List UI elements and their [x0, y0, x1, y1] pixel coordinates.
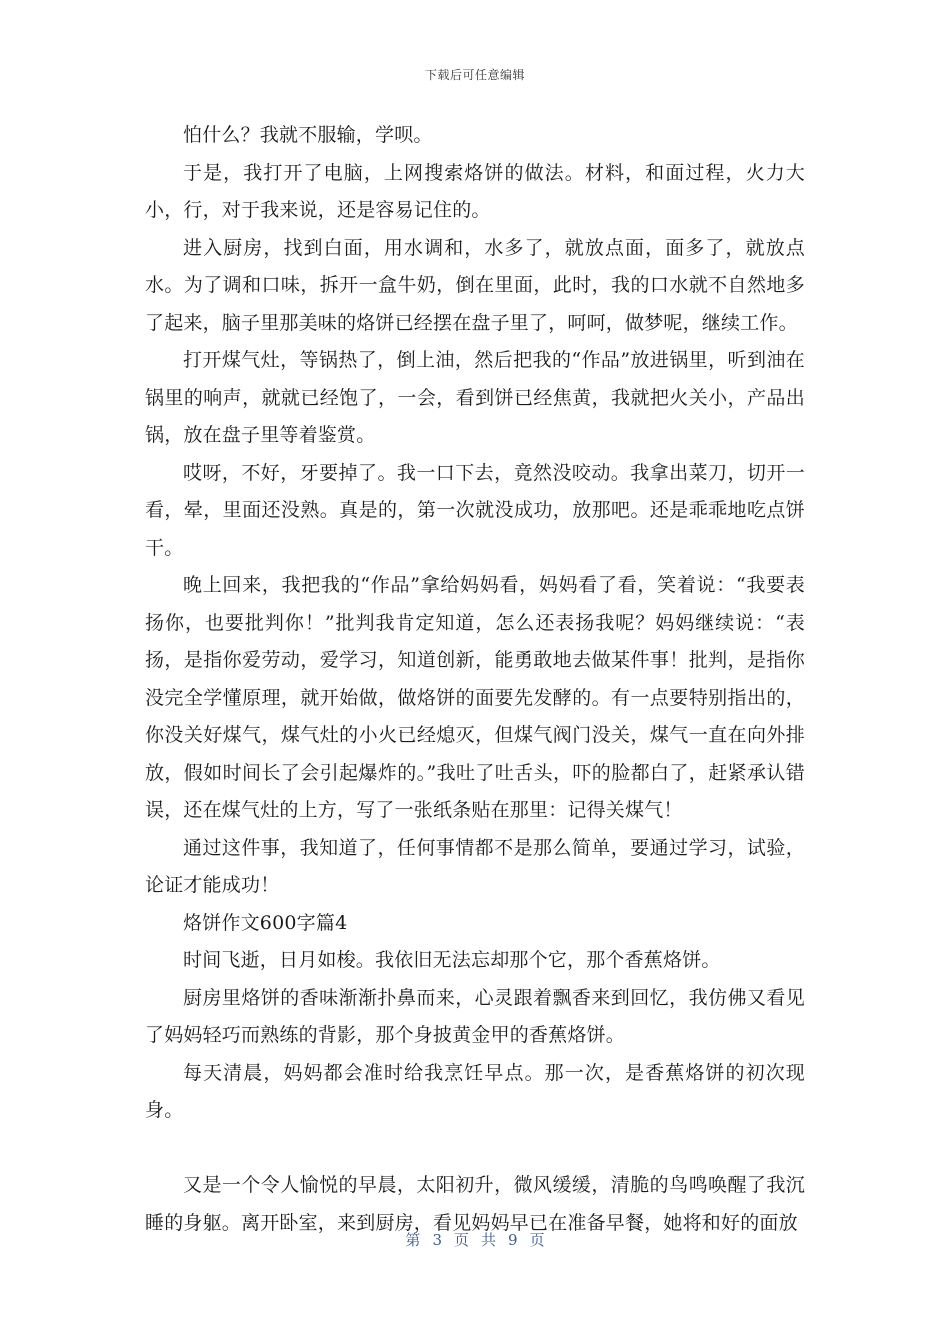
footer-label-of: 页: [453, 1231, 469, 1249]
paragraph-3: 进入厨房，找到白面，用水调和，水多了，就放点面，面多了，就放点水。为了调和口味，拆开一盒牛奶，倒在里面，此时，我的口水就不自然地多了起来，脑子里那美味的烙饼已经摆在盘子里了，呵呵，做梦呢，继续工作。: [145, 236, 805, 334]
header-note: 下载后可任意编辑: [424, 68, 525, 82]
footer-label-total: 共: [481, 1231, 497, 1249]
paragraph-9: 厨房里烙饼的香味渐渐扑鼻而来，心灵跟着飘香来到回忆，我仿佛又看见了妈妈轻巧而熟练的背影，那个身披黄金甲的香蕉烙饼。: [145, 986, 805, 1046]
page-header: [0, 66, 950, 83]
footer-current-page: 3: [432, 1231, 442, 1249]
page-footer: [0, 1229, 950, 1250]
section-heading: 烙饼作文600字篇4: [183, 911, 348, 934]
paragraph-2: 于是，我打开了电脑，上网搜索烙饼的做法。材料，和面过程，火力大小，行，对于我来说，还是容易记住的。: [145, 161, 805, 221]
footer-label-page: 第: [405, 1231, 421, 1249]
footer-total-pages: 9: [508, 1231, 518, 1249]
document-body: [145, 117, 805, 1242]
paragraph-4: 打开煤气灶，等锅热了，倒上油，然后把我的“作品”放进锅里，听到油在锅里的响声，就就已经饱了，一会，看到饼已经焦黄，我就把火关小，产品出锅，放在盘子里等着鉴赏。: [145, 349, 805, 446]
paragraph-6: 晚上回来，我把我的“作品”拿给妈妈看，妈妈看了看，笑着说：“我要表扬你，也要批判你！”批判我肯定知道，怎么还表扬我呢？妈妈继续说：“表扬，是指你爱劳动，爱学习，知道创新，能勇敢地去做某件事！批判，是指你没完全学懂原理，就开始做，做烙饼的面要先发酵的。有一点要特别指出的，你没关好煤气，煤气灶的小火已经熄灭，但煤气阀门没关，煤气一直在向外排放，假如时间长了会引起爆炸的。”我吐了吐舌头，吓的脸都白了，赶紧承认错误，还在煤气灶的上方，写了一张纸条贴在那里：记得关煤气！: [145, 574, 805, 821]
paragraph-5: 哎呀，不好，牙要掉了。我一口下去，竟然没咬动。我拿出菜刀，切开一看，晕，里面还没熟。真是的，第一次就没成功，放那吧。还是乖乖地吃点饼干。: [145, 461, 805, 559]
paragraph-8: 时间飞逝，日月如梭。我依旧无法忘却那个它，那个香蕉烙饼。: [183, 949, 721, 971]
paragraph-7: 通过这件事，我知道了，任何事情都不是那么简单，要通过学习，试验，论证才能成功！: [145, 836, 805, 896]
footer-label-end: 页: [529, 1231, 545, 1249]
paragraph-11: 又是一个令人愉悦的早晨，太阳初升，微风缓缓，清脆的鸟鸣唤醒了我沉睡的身躯。离开卧室，来到厨房，看见妈妈早已在准备早餐，她将和好的面放: [145, 1174, 805, 1234]
paragraph-10: 每天清晨，妈妈都会准时给我烹饪早点。那一次，是香蕉烙饼的初次现身。: [145, 1061, 805, 1121]
paragraph-1: 怕什么？我就不服输，学呗。: [183, 124, 433, 146]
